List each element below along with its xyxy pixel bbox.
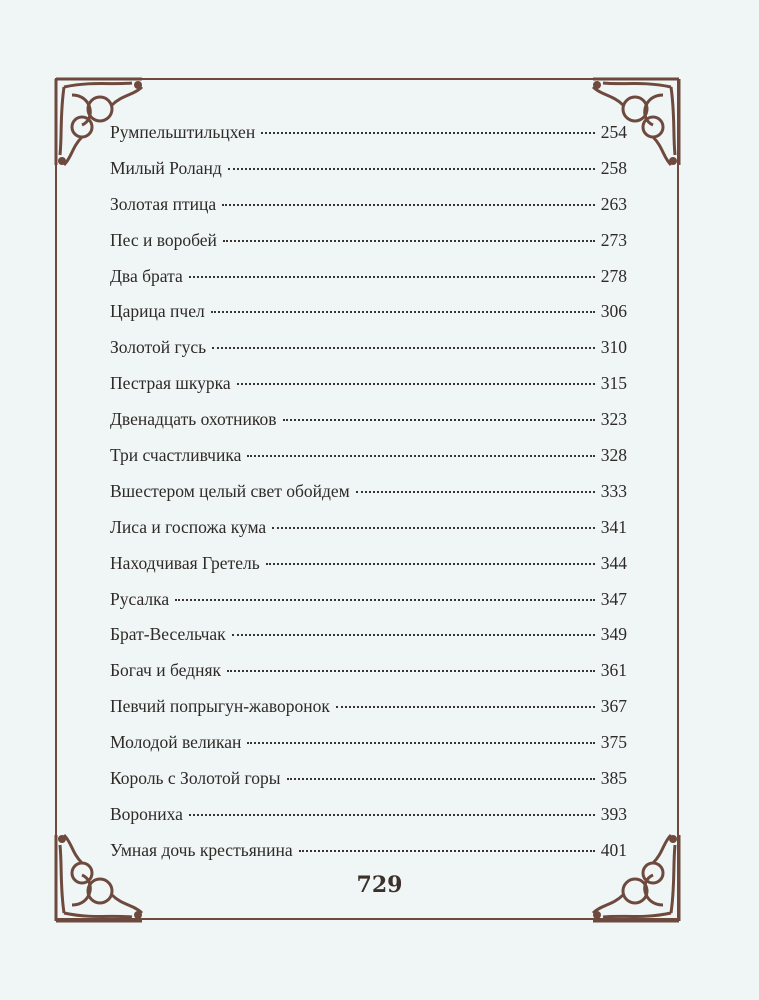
toc-entry[interactable] (110, 409, 627, 445)
toc-entry[interactable] (110, 768, 627, 804)
toc-entry[interactable] (110, 373, 627, 409)
toc-entry-title: Милый Роланд (110, 157, 222, 178)
dot-leader (175, 599, 595, 601)
toc-entry-page: 401 (600, 839, 627, 860)
dot-leader (336, 706, 595, 708)
toc-entry-title: Золотая птица (110, 193, 217, 214)
toc-entry[interactable] (110, 660, 627, 696)
toc-entry-page: 278 (600, 265, 627, 286)
toc-entry-title: Брат-Весельчак (110, 624, 226, 645)
toc-entry[interactable] (110, 840, 627, 876)
dot-leader (189, 814, 595, 816)
toc-entry-page: 367 (600, 696, 627, 717)
dot-leader (212, 347, 595, 349)
toc-entry-page: 273 (600, 229, 627, 250)
toc-entry-title: Пестрая шкурка (110, 373, 231, 394)
toc-entry-page: 315 (600, 373, 627, 394)
toc-entry[interactable] (110, 266, 627, 302)
toc-entry[interactable] (110, 337, 627, 373)
toc-entry[interactable] (110, 301, 627, 337)
dot-leader (299, 850, 595, 852)
toc-entry-page: 341 (600, 516, 627, 537)
dot-leader (222, 204, 595, 206)
toc-entry[interactable] (110, 230, 627, 266)
toc-entry-title: Вшестером целый свет обойдем (110, 480, 350, 501)
toc-entry-page: 263 (600, 193, 627, 214)
page-number: 729 (356, 872, 403, 898)
toc-entry-title: Два брата (110, 265, 183, 286)
toc-entry-page: 375 (600, 732, 627, 753)
toc-entry[interactable] (110, 517, 627, 553)
toc-entry[interactable] (110, 158, 627, 194)
toc-entry-title: Король с Золотой горы (110, 768, 281, 789)
toc-entry-title: Лиса и госпожа кума (110, 516, 267, 537)
toc-entry[interactable] (110, 624, 627, 660)
toc-entry[interactable] (110, 696, 627, 732)
dot-leader (237, 383, 595, 385)
toc-entry-title: Золотой гусь (110, 337, 207, 358)
toc-entry-page: 254 (600, 122, 627, 142)
toc-entry[interactable] (110, 445, 627, 481)
dot-leader (287, 778, 595, 780)
toc-entry-page: 361 (600, 660, 627, 681)
toc-entry-page: 306 (600, 301, 627, 322)
toc-entry-title: Двенадцать охотников (110, 409, 277, 430)
dot-leader (272, 527, 595, 529)
toc-entry-title: Румпельштильцхен (110, 122, 256, 142)
table-of-contents (110, 122, 627, 876)
toc-entry-page: 349 (600, 624, 627, 645)
toc-entry-title: Царица пчел (110, 301, 205, 322)
toc-entry[interactable] (110, 194, 627, 230)
dot-leader (247, 455, 594, 457)
toc-entry-page: 333 (600, 480, 627, 501)
toc-entry-page: 347 (600, 588, 627, 609)
toc-entry-title: Находчивая Гретель (110, 552, 260, 573)
toc-entry-title: Русалка (110, 588, 170, 609)
dot-leader (228, 168, 595, 170)
toc-entry-title: Ворониха (110, 803, 183, 824)
dot-leader (356, 491, 595, 493)
dot-leader (283, 419, 595, 421)
toc-entry-title: Умная дочь крестьянина (110, 839, 293, 860)
dot-leader (211, 311, 595, 313)
toc-entry-page: 385 (600, 768, 627, 789)
toc-entry[interactable] (110, 122, 627, 158)
toc-entry-title: Певчий попрыгун-жаворонок (110, 696, 330, 717)
dot-leader (227, 670, 595, 672)
toc-entry-page: 323 (600, 409, 627, 430)
toc-entry[interactable] (110, 589, 627, 625)
toc-entry-page: 258 (600, 157, 627, 178)
toc-entry-title: Богач и бедняк (110, 660, 221, 681)
toc-entry-page: 393 (600, 803, 627, 824)
toc-entry-page: 344 (600, 552, 627, 573)
toc-entry[interactable] (110, 553, 627, 589)
toc-entry[interactable] (110, 481, 627, 517)
toc-entry[interactable] (110, 732, 627, 768)
dot-leader (247, 742, 594, 744)
dot-leader (266, 563, 595, 565)
toc-entry-page: 328 (600, 445, 627, 466)
dot-leader (261, 132, 595, 134)
toc-entry-page: 310 (600, 337, 627, 358)
dot-leader (232, 634, 595, 636)
dot-leader (223, 240, 595, 242)
dot-leader (189, 276, 595, 278)
toc-entry-title: Три счастливчика (110, 445, 242, 466)
toc-entry-title: Молодой великан (110, 732, 242, 753)
toc-entry[interactable] (110, 804, 627, 840)
toc-entry-title: Пес и воробей (110, 229, 217, 250)
